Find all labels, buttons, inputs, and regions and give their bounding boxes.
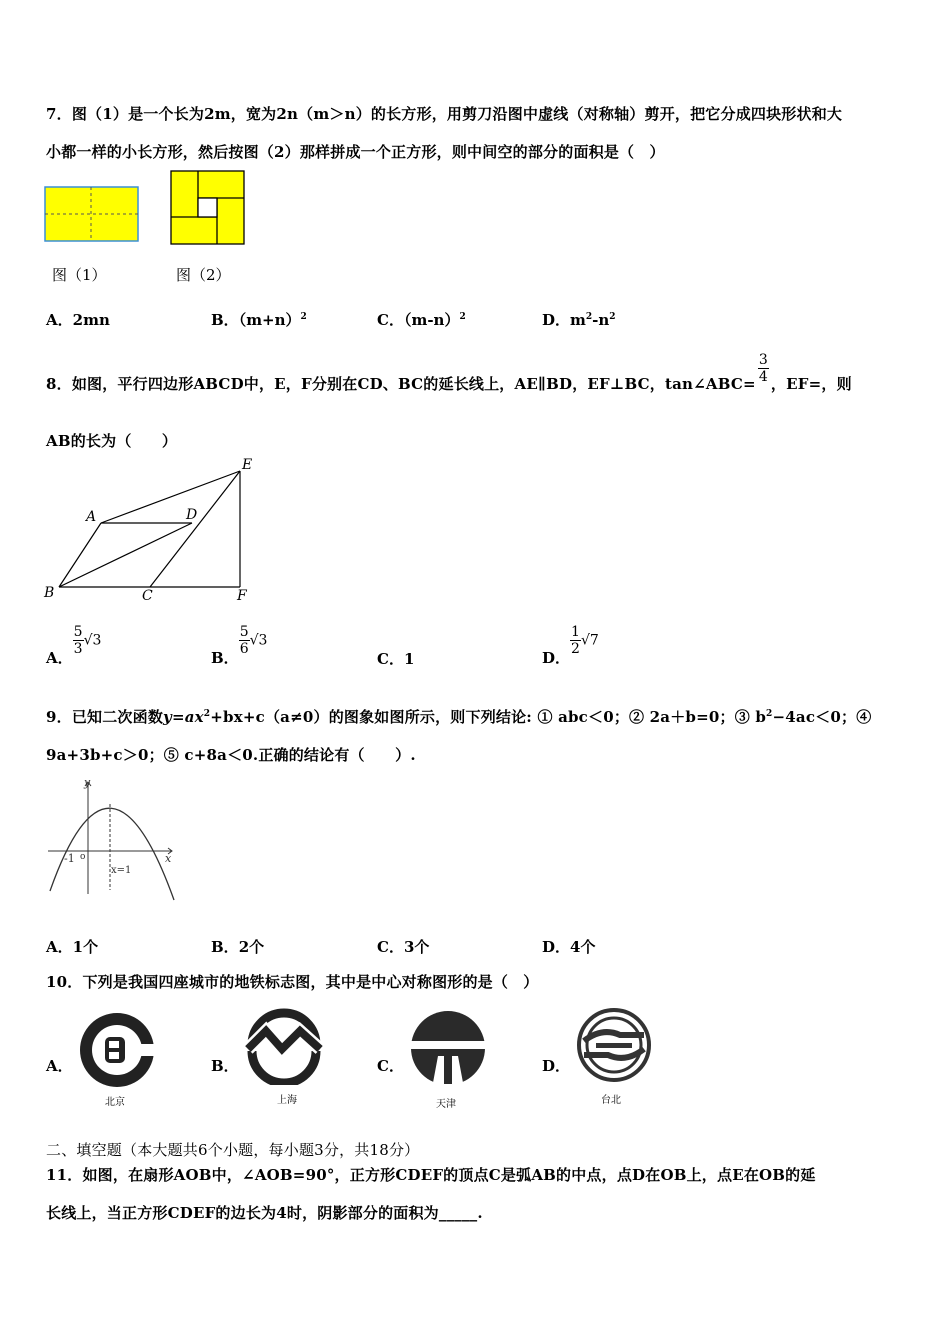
q8-option-d: D． $\frac{1}{2}$ √7 [542, 624, 599, 667]
q8-option-b: B． $\frac{5}{6}$ √3 [211, 624, 268, 667]
q8-label-b: B [44, 585, 55, 601]
q8-label-f: F [237, 588, 247, 604]
tianjin-metro-logo [408, 1008, 488, 1088]
city-shanghai: 上海 [277, 1095, 297, 1106]
shanghai-metro-logo [242, 1003, 327, 1085]
q8-parallelogram-figure [40, 455, 260, 605]
q7-fig2-center-hole [198, 198, 217, 217]
q7-line2: 小都一样的小长方形，然后按图（2）那样拼成一个正方形，则中间空的部分的面积是（ ） [46, 143, 665, 161]
q11-line1: 11．如图，在扇形AOB中，∠AOB=90°，正方形CDEF的顶点C是弧AB的中点，点D在OB上，点E在OB的延 [46, 1166, 816, 1184]
q9-neg-one-label: -1 [64, 852, 75, 865]
q9-parabola-graph [44, 776, 184, 906]
q7-fig1-caption: 图（1） [52, 266, 107, 284]
q7-option-b: B．$(m+n)^2$ [211, 311, 307, 329]
q8-label-e: E [242, 457, 253, 473]
q10-line1: 10．下列是我国四座城市的地铁标志图，其中是中心对称图形的是（ ） [46, 973, 539, 991]
city-tianjin: 天津 [436, 1099, 456, 1110]
taipei-metro-logo [574, 1005, 656, 1085]
q7-line1: 7．图（1）是一个长为2m，宽为2n（m＞n）的长方形，用剪刀沿图中虚线（对称轴）剪开，把它分成四块形状和大 [46, 105, 843, 123]
q9-option-b: B．2个 [211, 938, 265, 956]
q10-option-c-label: C． [377, 1057, 404, 1075]
q10-option-b-label: B． [211, 1057, 239, 1075]
q8-option-a: A． $\frac{5}{3}$ √3 [46, 624, 102, 667]
q8-label-a: A [86, 509, 97, 525]
q8-tan-fraction: $\frac{3}{4}$ [758, 352, 768, 385]
q9-option-d: D．4个 [542, 938, 596, 956]
q7-figure2 [170, 170, 246, 246]
q10-option-a-label: A． [46, 1057, 73, 1075]
q7-figure1 [44, 186, 140, 244]
q11-line2: 长线上，当正方形CDEF的边长为4时，阴影部分的面积为_____. [46, 1204, 483, 1222]
q9-line1: 9．已知二次函数$y=ax^2+bx+c(a\ne 0)$的图象如图所示，则下列结论: ① abc＜0；② 2a＋b=0；③ $b^2-4ac<0$；④ [46, 708, 872, 726]
q7-fig2-caption: 图（2） [176, 266, 231, 284]
q9-axis-of-symmetry-label: x=1 [111, 865, 132, 876]
q7-option-a: A．2mn [46, 311, 110, 329]
beijing-metro-logo [77, 1010, 157, 1090]
q8-line2: AB的长为（ ） [46, 432, 178, 450]
q9-option-c: C．3个 [377, 938, 430, 956]
q8-line1: 8．如图，平行四边形ABCD中，E，F分别在CD、BC的延长线上，AE∥BD，EF⊥BC，tan∠ABC= $\frac{3}{4}$ ，EF=，则 [46, 352, 852, 393]
city-beijing: 北京 [105, 1097, 125, 1108]
q7-option-d: D．$m^2-n^2$ [542, 311, 616, 329]
q9-x-label: x [165, 852, 172, 865]
q8-option-c: C．1 [377, 650, 415, 668]
q9-origin-label: o [80, 852, 86, 862]
q8-label-c: C [142, 588, 153, 604]
q9-line2: 9a+3b+c＞0；⑤ c+8a＜0.正确的结论有（ ）. [46, 746, 416, 764]
q7-option-c: C．$(m-n)^2$ [377, 311, 466, 329]
city-taipei: 台北 [601, 1095, 621, 1106]
section2-title: 二、填空题（本大题共6个小题，每小题3分，共18分） [46, 1141, 420, 1159]
q9-option-a: A．1个 [46, 938, 99, 956]
q8-label-d: D [186, 507, 198, 523]
q10-option-d-label: D． [542, 1057, 571, 1075]
q9-y-label: y [84, 776, 91, 789]
